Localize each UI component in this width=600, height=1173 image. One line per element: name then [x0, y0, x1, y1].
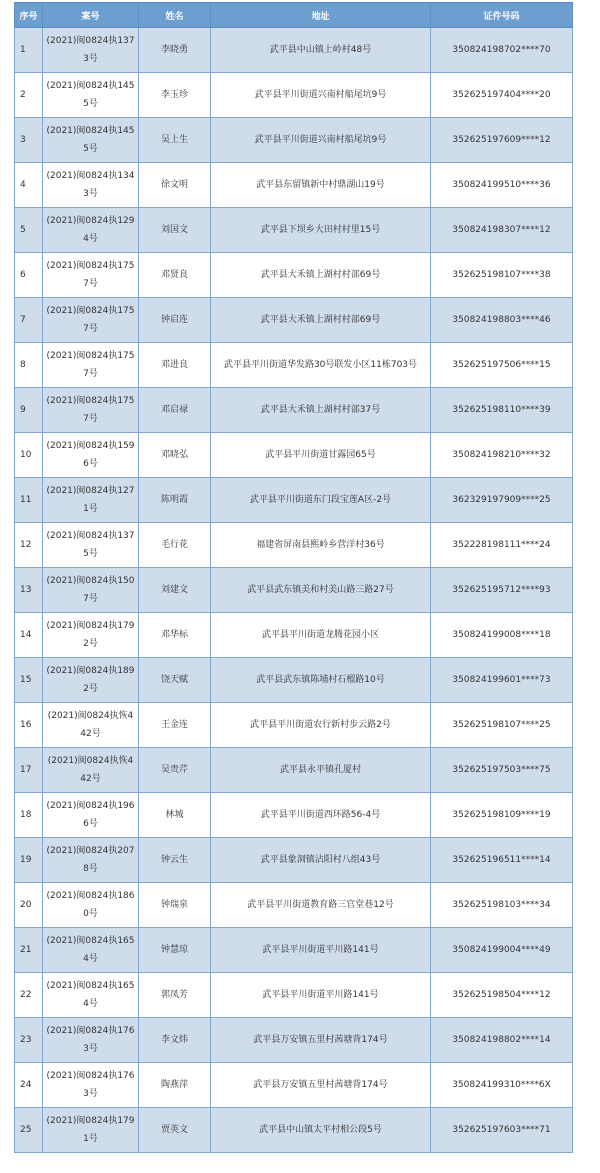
- cell-name: 陶燕萍: [139, 1063, 211, 1108]
- cell-id-number: 352625195712****93: [431, 568, 573, 613]
- cell-index: 10: [15, 433, 43, 478]
- cell-index: 22: [15, 973, 43, 1018]
- cell-name: 郭凤芳: [139, 973, 211, 1018]
- cell-id-number: 352625198110****39: [431, 388, 573, 433]
- cell-address: 武平县万安镇五里村茜塘背174号: [211, 1018, 431, 1063]
- table-row: [15, 73, 573, 118]
- cell-address: 福建省屏南县熙岭乡营洋村36号: [211, 523, 431, 568]
- cell-address: 武平县下坝乡大田村村里15号: [211, 208, 431, 253]
- cell-case-number: (2021)闽0824执恢442号: [43, 703, 139, 748]
- cell-id-number: 352625198504****12: [431, 973, 573, 1018]
- cell-case-number: (2021)闽0824执1375号: [43, 523, 139, 568]
- cell-address: 武平县大禾镇上湖村村部69号: [211, 298, 431, 343]
- cell-address: 武平县万安镇五里村茜塘背174号: [211, 1063, 431, 1108]
- table-row: [15, 1063, 573, 1108]
- cell-id-number: 352625197503****75: [431, 748, 573, 793]
- cell-index: 20: [15, 883, 43, 928]
- cell-address: 武平县平川街道平川路141号: [211, 973, 431, 1018]
- cell-index: 9: [15, 388, 43, 433]
- cell-index: 1: [15, 28, 43, 73]
- table-row: [15, 478, 573, 523]
- table-row: [15, 1108, 573, 1153]
- cell-name: 吴贵芹: [139, 748, 211, 793]
- table-header: [15, 3, 573, 28]
- table-row: [15, 613, 573, 658]
- cell-id-number: 350824199310****6X: [431, 1063, 573, 1108]
- cell-name: 邓贤良: [139, 253, 211, 298]
- cell-index: 2: [15, 73, 43, 118]
- header-name: 姓名: [139, 3, 211, 28]
- cell-index: 3: [15, 118, 43, 163]
- cell-case-number: (2021)闽0824执1757号: [43, 253, 139, 298]
- cell-case-number: (2021)闽0824执1791号: [43, 1108, 139, 1153]
- cell-id-number: 350824198802****14: [431, 1018, 573, 1063]
- table-row: [15, 163, 573, 208]
- table-row: [15, 253, 573, 298]
- header-row: [15, 3, 573, 28]
- cell-address: 武平县平川街道西环路56-4号: [211, 793, 431, 838]
- cell-case-number: (2021)闽0824执1757号: [43, 298, 139, 343]
- cell-address: 武平县平川街道华发路30号联发小区11栋703号: [211, 343, 431, 388]
- header-id-number: 证件号码: [431, 3, 573, 28]
- cell-name: 徐文明: [139, 163, 211, 208]
- table-row: [15, 658, 573, 703]
- cell-index: 4: [15, 163, 43, 208]
- table-row: [15, 343, 573, 388]
- cell-case-number: (2021)闽0824执1455号: [43, 73, 139, 118]
- cell-case-number: (2021)闽0824执1373号: [43, 28, 139, 73]
- cell-index: 14: [15, 613, 43, 658]
- cell-name: 邓晓弘: [139, 433, 211, 478]
- cell-id-number: 352625196511****14: [431, 838, 573, 883]
- cell-address: 武平县平川街道龙腾花园小区: [211, 613, 431, 658]
- cell-id-number: 350824198307****12: [431, 208, 573, 253]
- cell-index: 7: [15, 298, 43, 343]
- cell-id-number: 352625197603****71: [431, 1108, 573, 1153]
- cell-name: 王金连: [139, 703, 211, 748]
- cell-index: 11: [15, 478, 43, 523]
- cell-name: 贾英文: [139, 1108, 211, 1153]
- cell-address: 武平县平川街道甘露园65号: [211, 433, 431, 478]
- cell-index: 16: [15, 703, 43, 748]
- cell-name: 林城: [139, 793, 211, 838]
- cell-name: 毛行花: [139, 523, 211, 568]
- cell-id-number: 350824199510****36: [431, 163, 573, 208]
- cell-name: 邓华标: [139, 613, 211, 658]
- cell-address: 武平县武东镇美和村美山路三路27号: [211, 568, 431, 613]
- cell-name: 钟云生: [139, 838, 211, 883]
- cell-id-number: 352625198107****25: [431, 703, 573, 748]
- cell-id-number: 350824198803****46: [431, 298, 573, 343]
- table-row: [15, 523, 573, 568]
- cell-id-number: 352625197506****15: [431, 343, 573, 388]
- cell-case-number: (2021)闽0824执1860号: [43, 883, 139, 928]
- table-row: [15, 838, 573, 883]
- cell-id-number: 350824199004****49: [431, 928, 573, 973]
- cell-index: 8: [15, 343, 43, 388]
- cell-case-number: (2021)闽0824执1455号: [43, 118, 139, 163]
- cell-case-number: (2021)闽0824执1654号: [43, 928, 139, 973]
- cell-case-number: (2021)闽0824执1966号: [43, 793, 139, 838]
- cell-name: 邓启禄: [139, 388, 211, 433]
- cell-address: 武平县平川街道东门段宝莲A区-2号: [211, 478, 431, 523]
- cell-address: 武平县平川街道农行新村步云路2号: [211, 703, 431, 748]
- cell-index: 12: [15, 523, 43, 568]
- header-index: 序号: [15, 3, 43, 28]
- cell-case-number: (2021)闽0824执1654号: [43, 973, 139, 1018]
- cell-case-number: (2021)闽0824执1507号: [43, 568, 139, 613]
- table-row: [15, 28, 573, 73]
- header-address: 地址: [211, 3, 431, 28]
- table-row: [15, 298, 573, 343]
- cell-address: 武平县大禾镇上湖村村部69号: [211, 253, 431, 298]
- cell-index: 25: [15, 1108, 43, 1153]
- cell-address: 武平县平川街道教育路三官堂巷12号: [211, 883, 431, 928]
- cell-id-number: 362329197909****25: [431, 478, 573, 523]
- cell-id-number: 352228198111****24: [431, 523, 573, 568]
- cell-id-number: 352625198103****34: [431, 883, 573, 928]
- cell-id-number: 352625197404****20: [431, 73, 573, 118]
- table-row: [15, 433, 573, 478]
- cell-address: 武平县大禾镇上湖村村部37号: [211, 388, 431, 433]
- cell-name: 陈明霞: [139, 478, 211, 523]
- cell-address: 武平县平川街道平川路141号: [211, 928, 431, 973]
- cell-name: 吴上生: [139, 118, 211, 163]
- cell-index: 17: [15, 748, 43, 793]
- cell-case-number: (2021)闽0824执1892号: [43, 658, 139, 703]
- cell-address: 武平县武东镇陈埔村石榴路10号: [211, 658, 431, 703]
- table-row: [15, 388, 573, 433]
- cell-name: 饶天赋: [139, 658, 211, 703]
- cell-index: 6: [15, 253, 43, 298]
- cell-case-number: (2021)闽0824执1343号: [43, 163, 139, 208]
- cell-id-number: 352625198107****38: [431, 253, 573, 298]
- cell-address: 武平县中山镇太平村相公段5号: [211, 1108, 431, 1153]
- cell-case-number: (2021)闽0824执1271号: [43, 478, 139, 523]
- cell-index: 18: [15, 793, 43, 838]
- cell-case-number: (2021)闽0824执1596号: [43, 433, 139, 478]
- cell-case-number: (2021)闽0824执1757号: [43, 343, 139, 388]
- cell-index: 13: [15, 568, 43, 613]
- cell-address: 武平县永平镇孔厦村: [211, 748, 431, 793]
- table-row: [15, 928, 573, 973]
- cell-name: 钟瑞泉: [139, 883, 211, 928]
- cell-index: 5: [15, 208, 43, 253]
- cell-case-number: (2021)闽0824执2078号: [43, 838, 139, 883]
- cell-name: 邓进良: [139, 343, 211, 388]
- table-row: [15, 793, 573, 838]
- table-row: [15, 568, 573, 613]
- cell-index: 19: [15, 838, 43, 883]
- table-body: [15, 28, 573, 1153]
- cell-id-number: 350824199008****18: [431, 613, 573, 658]
- cell-index: 24: [15, 1063, 43, 1108]
- table-row: [15, 1018, 573, 1063]
- table-row: [15, 973, 573, 1018]
- cell-index: 23: [15, 1018, 43, 1063]
- header-case-number: 案号: [43, 3, 139, 28]
- cell-address: 武平县中山镇上岭村48号: [211, 28, 431, 73]
- cell-address: 武平县平川街道兴南村船尾坑9号: [211, 118, 431, 163]
- table-row: [15, 118, 573, 163]
- cell-name: 刘建文: [139, 568, 211, 613]
- cell-case-number: (2021)闽0824执1757号: [43, 388, 139, 433]
- cell-id-number: 352625198109****19: [431, 793, 573, 838]
- cell-case-number: (2021)闽0824执恢442号: [43, 748, 139, 793]
- cell-index: 21: [15, 928, 43, 973]
- table-row: [15, 703, 573, 748]
- cell-name: 李玉珍: [139, 73, 211, 118]
- cell-name: 李文炜: [139, 1018, 211, 1063]
- cell-address: 武平县平川街道兴南村船尾坑9号: [211, 73, 431, 118]
- table-row: [15, 748, 573, 793]
- cell-name: 钟启连: [139, 298, 211, 343]
- cell-id-number: 350824198702****70: [431, 28, 573, 73]
- cell-id-number: 352625197609****12: [431, 118, 573, 163]
- cell-name: 钟慧琼: [139, 928, 211, 973]
- cell-name: 李晓勇: [139, 28, 211, 73]
- cell-case-number: (2021)闽0824执1792号: [43, 613, 139, 658]
- cell-id-number: 350824198210****32: [431, 433, 573, 478]
- cell-id-number: 350824199601****73: [431, 658, 573, 703]
- cell-case-number: (2021)闽0824执1294号: [43, 208, 139, 253]
- cell-case-number: (2021)闽0824执1763号: [43, 1063, 139, 1108]
- table-row: [15, 883, 573, 928]
- table-row: [15, 208, 573, 253]
- cell-case-number: (2021)闽0824执1763号: [43, 1018, 139, 1063]
- cell-index: 15: [15, 658, 43, 703]
- cell-address: 武平县东留镇新中村鼎湖山19号: [211, 163, 431, 208]
- cell-name: 刘国文: [139, 208, 211, 253]
- cell-address: 武平县象洞镇沾阳村八组43号: [211, 838, 431, 883]
- notice-table: [14, 2, 573, 1153]
